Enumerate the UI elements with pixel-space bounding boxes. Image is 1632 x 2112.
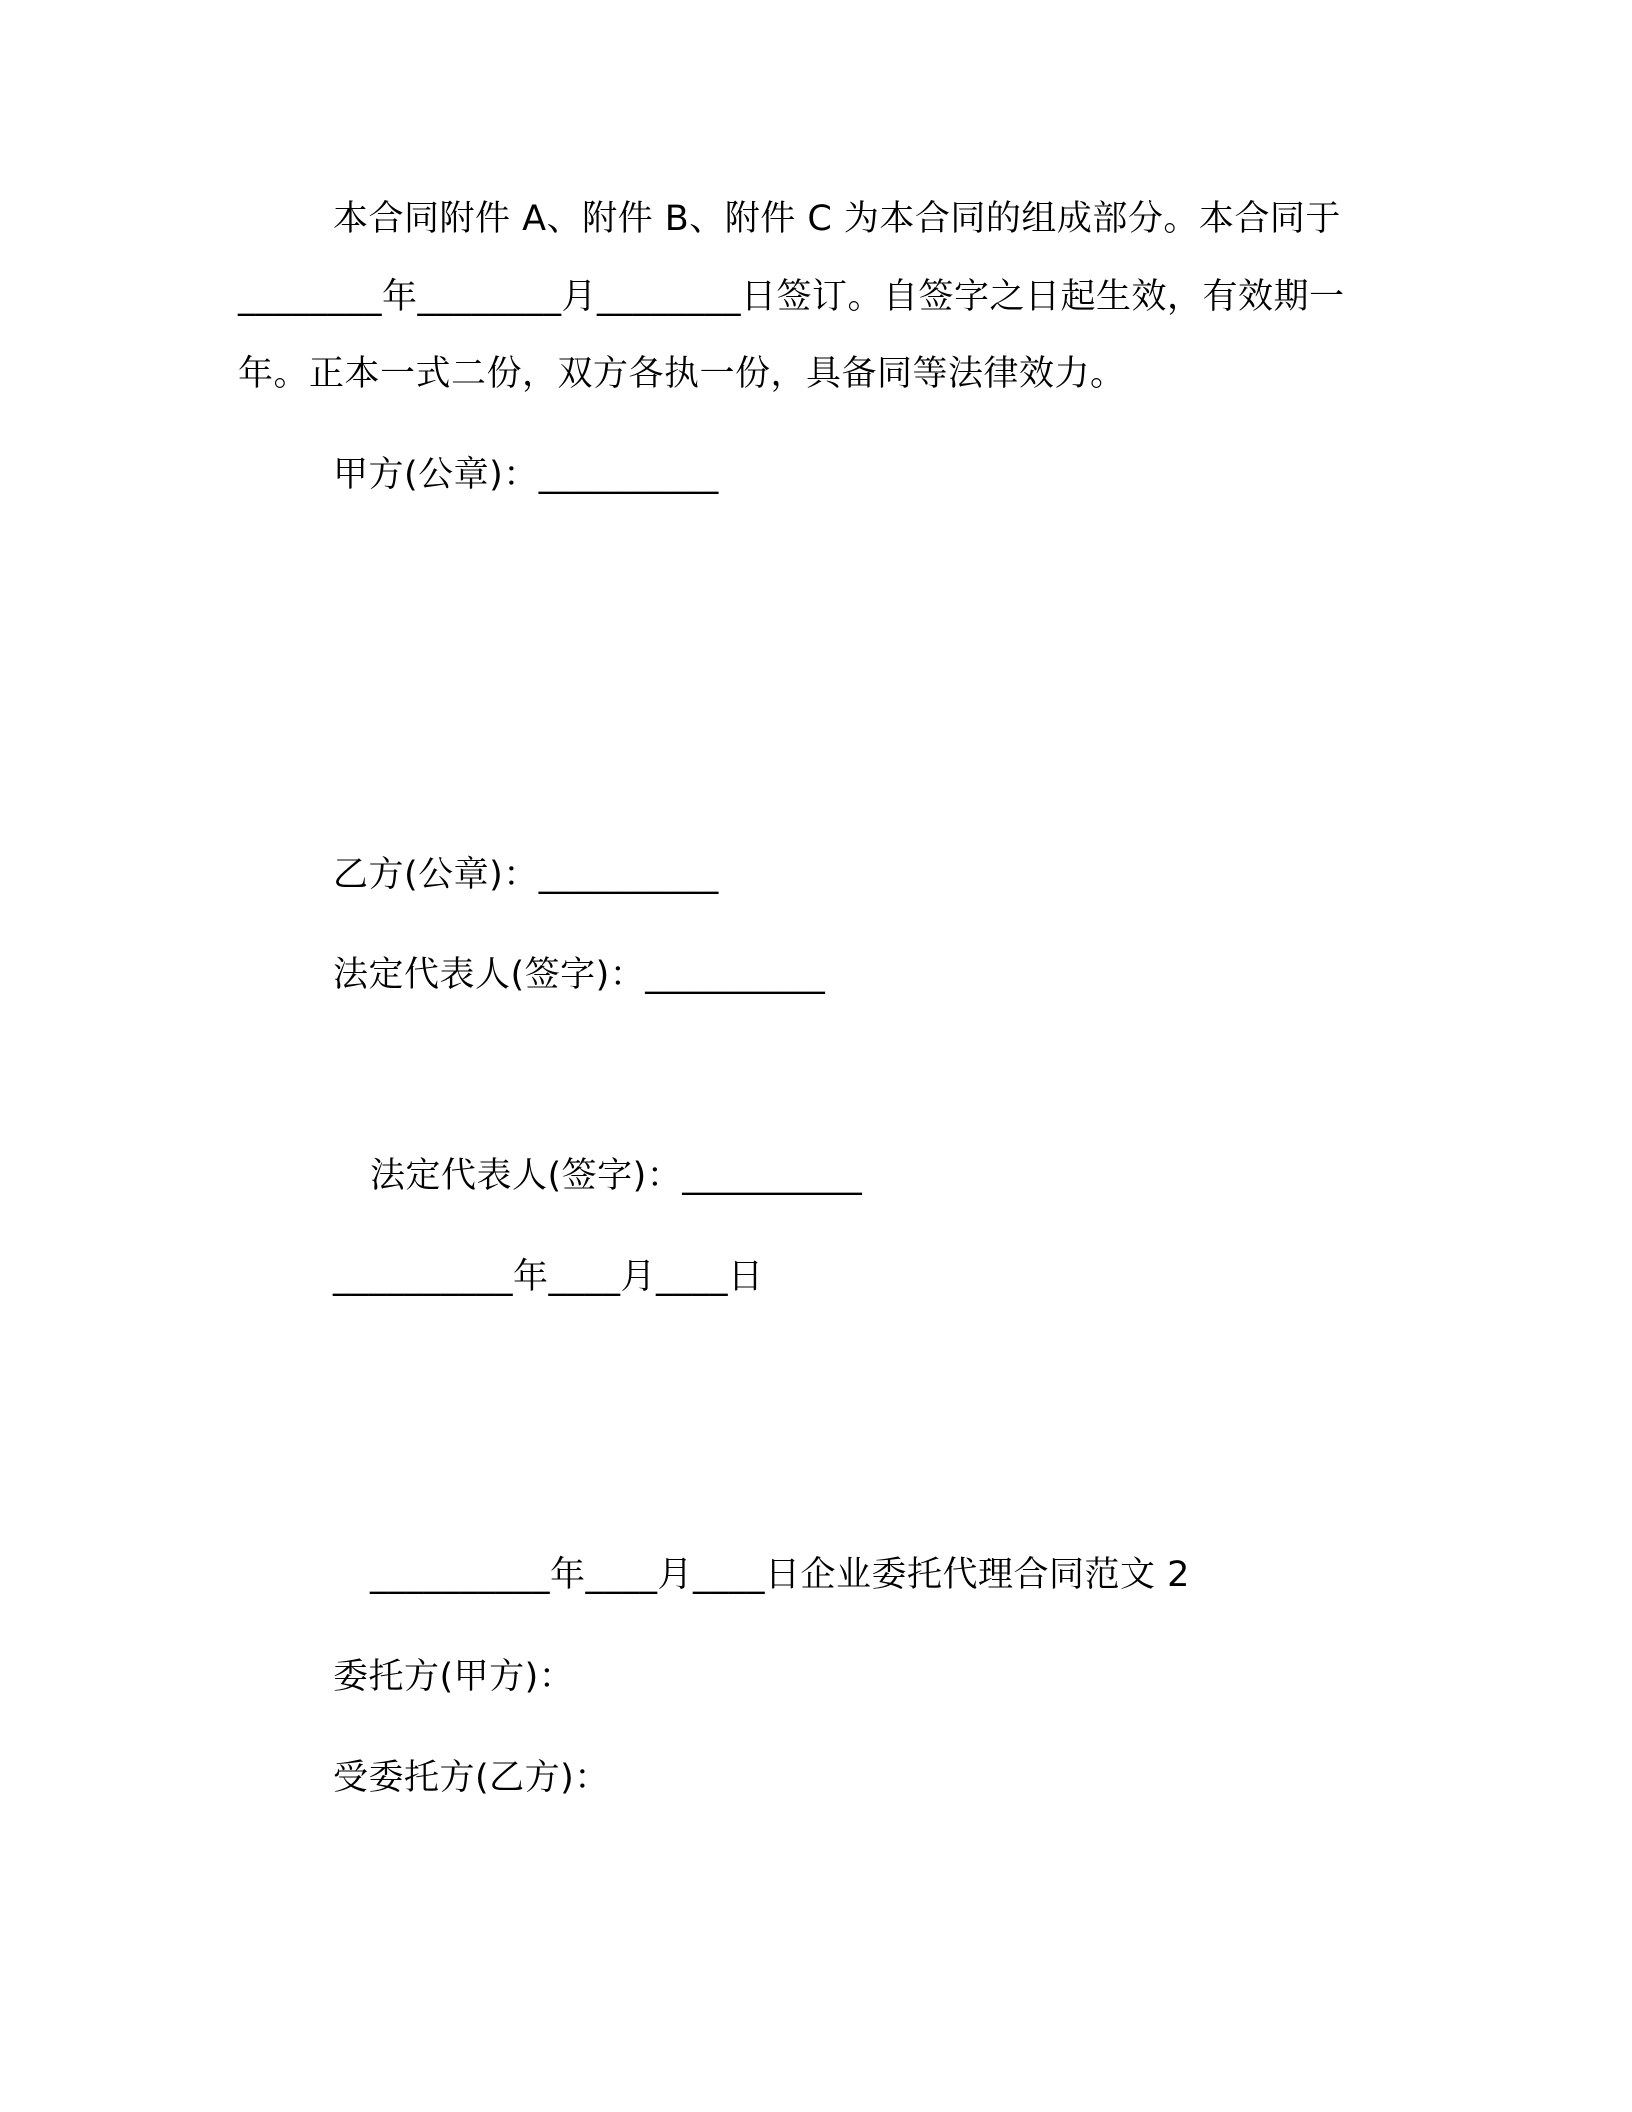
principal-party-line: 委托方(甲方)：: [333, 1657, 575, 1697]
signing-date-line: __________年____月____日: [333, 1257, 764, 1297]
agent-party-line: 受委托方(乙方)：: [333, 1758, 610, 1798]
contract-title-line: __________年____月____日企业委托代理合同范文 2: [370, 1555, 1190, 1595]
contract-clause-line-2: ________年________月________日签订。自签字之日起生效，有效期一: [238, 277, 1345, 317]
party-b-seal-line: 乙方(公章)：__________: [333, 855, 719, 895]
legal-representative-signature-line-2: 法定代表人(签字)：__________: [370, 1156, 863, 1196]
contract-clause-line-3: 年。正本一式二份，双方各执一份，具备同等法律效力。: [238, 354, 1126, 394]
contract-clause-line-1: 本合同附件 A、附件 B、附件 C 为本合同的组成部分。本合同于: [333, 199, 1341, 239]
legal-representative-signature-line: 法定代表人(签字)：__________: [333, 955, 826, 995]
party-a-seal-line: 甲方(公章)：__________: [333, 455, 719, 495]
